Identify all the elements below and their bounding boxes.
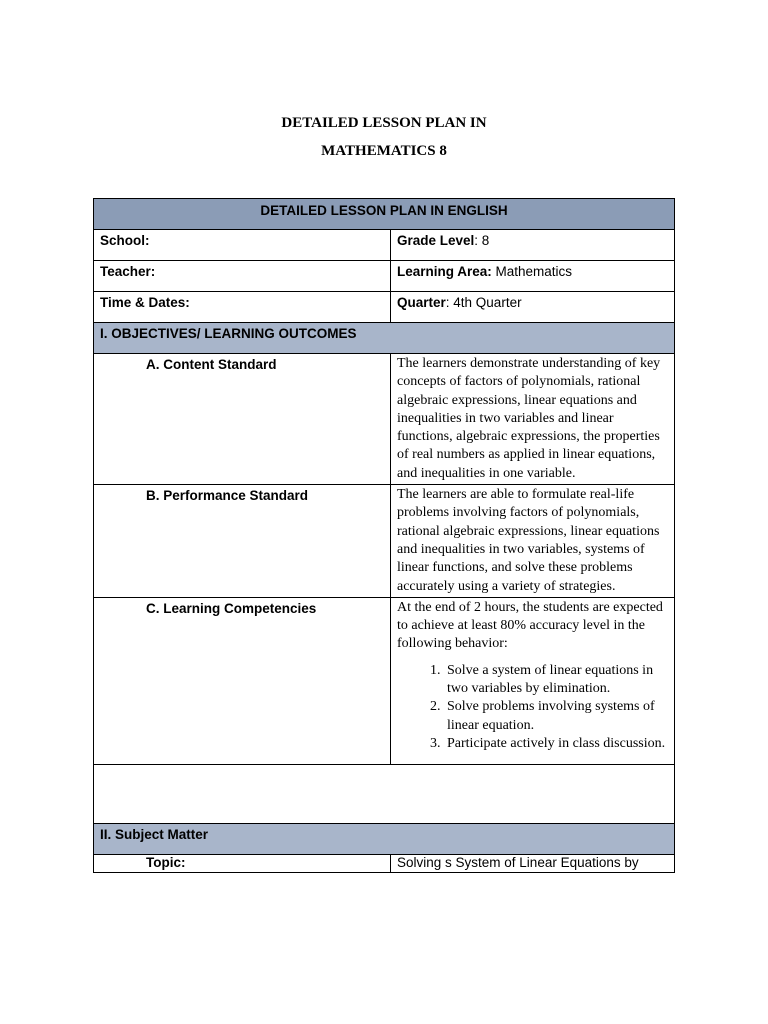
learning-area-cell bbox=[391, 261, 675, 292]
learning-competencies-cell bbox=[391, 597, 675, 764]
performance-standard-text: The learners are able to formulate real-life problems involving factors of polynomials, rational algebraic expressions, linear equations and inequalities in two variables, systems of linear functions, and solve these problems accurately using a variety of strategies. bbox=[391, 485, 675, 598]
content-standard-text: The learners demonstrate understanding of key concepts of factors of polynomials, rational algebraic expressions, linear equations and inequalities in two variables and linear functions, algebraic expressions, the properties of real numbers as applied in linear equations, and inequalities in one variable. bbox=[391, 354, 675, 485]
learning-competencies-row bbox=[94, 597, 675, 764]
document-title-line-2: MATHEMATICS 8 bbox=[321, 143, 447, 159]
empty-row bbox=[94, 765, 675, 824]
grade-level-value: : 8 bbox=[474, 233, 490, 248]
performance-standard-label: B. Performance Standard bbox=[94, 485, 391, 598]
table-header-row bbox=[94, 199, 675, 230]
grade-level-label: Grade Level bbox=[397, 233, 475, 248]
quarter-cell bbox=[391, 292, 675, 323]
teacher-label: Teacher: bbox=[100, 264, 156, 279]
competencies-list bbox=[397, 662, 668, 753]
school-label: School: bbox=[100, 233, 150, 248]
objectives-header: I. OBJECTIVES/ LEARNING OUTCOMES bbox=[94, 323, 675, 354]
list-item: 2. Solve problems involving systems of linear equation. bbox=[444, 698, 668, 735]
list-item: 1. Solve a system of linear equations in two variables by elimination. bbox=[444, 662, 668, 699]
performance-standard-row bbox=[94, 485, 675, 598]
learning-competencies-label: C. Learning Competencies bbox=[94, 597, 391, 764]
time-dates-label: Time & Dates: bbox=[100, 295, 190, 310]
objectives-header-row bbox=[94, 323, 675, 354]
quarter-value: : 4th Quarter bbox=[445, 295, 522, 310]
table-row bbox=[94, 292, 675, 323]
topic-value: Solving s System of Linear Equations by bbox=[391, 855, 675, 873]
document-title-line-1: DETAILED LESSON PLAN IN bbox=[281, 115, 487, 131]
table-row bbox=[94, 261, 675, 292]
empty-cell bbox=[94, 765, 675, 824]
lesson-plan-table bbox=[93, 198, 675, 873]
topic-row bbox=[94, 855, 675, 873]
school-cell bbox=[94, 230, 391, 261]
quarter-label: Quarter bbox=[397, 295, 446, 310]
learning-area-label: Learning Area: bbox=[397, 264, 492, 279]
teacher-cell bbox=[94, 261, 391, 292]
grade-level-cell bbox=[391, 230, 675, 261]
content-standard-row bbox=[94, 354, 675, 485]
table-row bbox=[94, 230, 675, 261]
topic-label: Topic: bbox=[94, 855, 391, 873]
table-header: DETAILED LESSON PLAN IN ENGLISH bbox=[94, 199, 675, 230]
list-item: 3. Participate actively in class discussion. bbox=[444, 735, 668, 753]
subject-matter-header: II. Subject Matter bbox=[94, 824, 675, 855]
learning-competencies-intro: At the end of 2 hours, the students are expected to achieve at least 80% accuracy level in the following behavior: bbox=[397, 599, 663, 652]
learning-area-value: Mathematics bbox=[491, 264, 573, 279]
subject-matter-header-row bbox=[94, 824, 675, 855]
time-dates-cell bbox=[94, 292, 391, 323]
content-standard-label: A. Content Standard bbox=[94, 354, 391, 485]
